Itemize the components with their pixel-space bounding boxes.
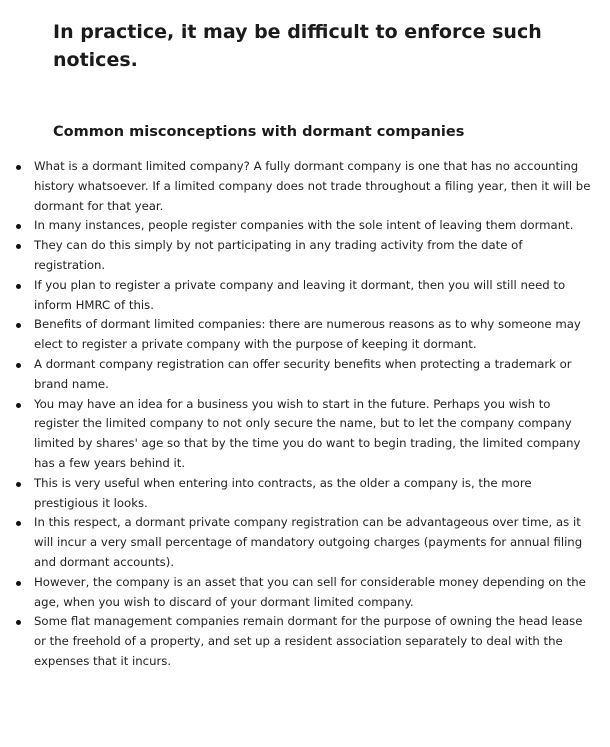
list-item-text: If you plan to register a private company and leaving it dormant, then you will still need to inform HMRC of this. (34, 277, 566, 312)
bullet-icon (16, 521, 21, 526)
section-subheading: Common misconceptions with dormant companies (53, 124, 465, 140)
list-item-text: In many instances, people register companies with the sole intent of leaving them dormant. (34, 218, 574, 233)
list-item-text: Some flat management companies remain dormant for the purpose of owning the head lease or the freehold of a property, and set up a resident association separately to deal with the expenses that it incurs. (34, 614, 583, 668)
list-item-text: This is very useful when entering into contracts, as the older a company is, the more prestigious it looks. (34, 475, 532, 510)
list-item-text: What is a dormant limited company? A fully dormant company is one that has no accounting history whatsoever. If a limited company does not trade throughout a filing year, then it will be dormant for that year. (34, 159, 591, 213)
list-item (14, 216, 596, 236)
list-item (14, 276, 596, 316)
bullet-icon (16, 403, 21, 408)
list-item-text: However, the company is an asset that you can sell for considerable money depending on the age, when you wish to discard of your dormant limited company. (34, 574, 586, 609)
list-item (14, 612, 596, 671)
list-item (14, 474, 596, 514)
list-item (14, 355, 596, 395)
misconceptions-list (14, 157, 596, 672)
bullet-icon (16, 620, 21, 625)
bullet-icon (16, 284, 21, 289)
list-item (14, 157, 596, 216)
bullet-icon (16, 244, 21, 249)
list-item (14, 236, 596, 276)
page-heading: In practice, it may be difficult to enforce such notices. (53, 21, 542, 71)
bullet-icon (16, 165, 21, 170)
list-item-text: In this respect, a dormant private company registration can be advantageous over time, as it will incur a very small percentage of mandatory outgoing charges (payments for annual filing and dormant accounts). (34, 515, 583, 569)
bullet-icon (16, 363, 21, 368)
bullet-icon (16, 482, 21, 487)
list-item (14, 573, 596, 613)
bullet-icon (16, 581, 21, 586)
list-item (14, 315, 596, 355)
list-item-text: Benefits of dormant limited companies: there are numerous reasons as to why someone may elect to register a private company with the purpose of keeping it dormant. (34, 317, 581, 352)
list-item-text: A dormant company registration can offer security benefits when protecting a trademark or brand name. (34, 356, 572, 391)
list-item-text: You may have an idea for a business you wish to start in the future. Perhaps you wish to register the limited company to not only secure the name, but to let the company company limited by shares' age so that by the time you do want to begin trading, the limited company has a few years behind it. (34, 396, 581, 470)
list-item-text: They can do this simply by not participating in any trading activity from the date of registration. (34, 238, 523, 272)
list-item (14, 395, 596, 474)
list-item (14, 513, 596, 572)
bullet-icon (16, 224, 21, 229)
bullet-icon (16, 323, 21, 328)
